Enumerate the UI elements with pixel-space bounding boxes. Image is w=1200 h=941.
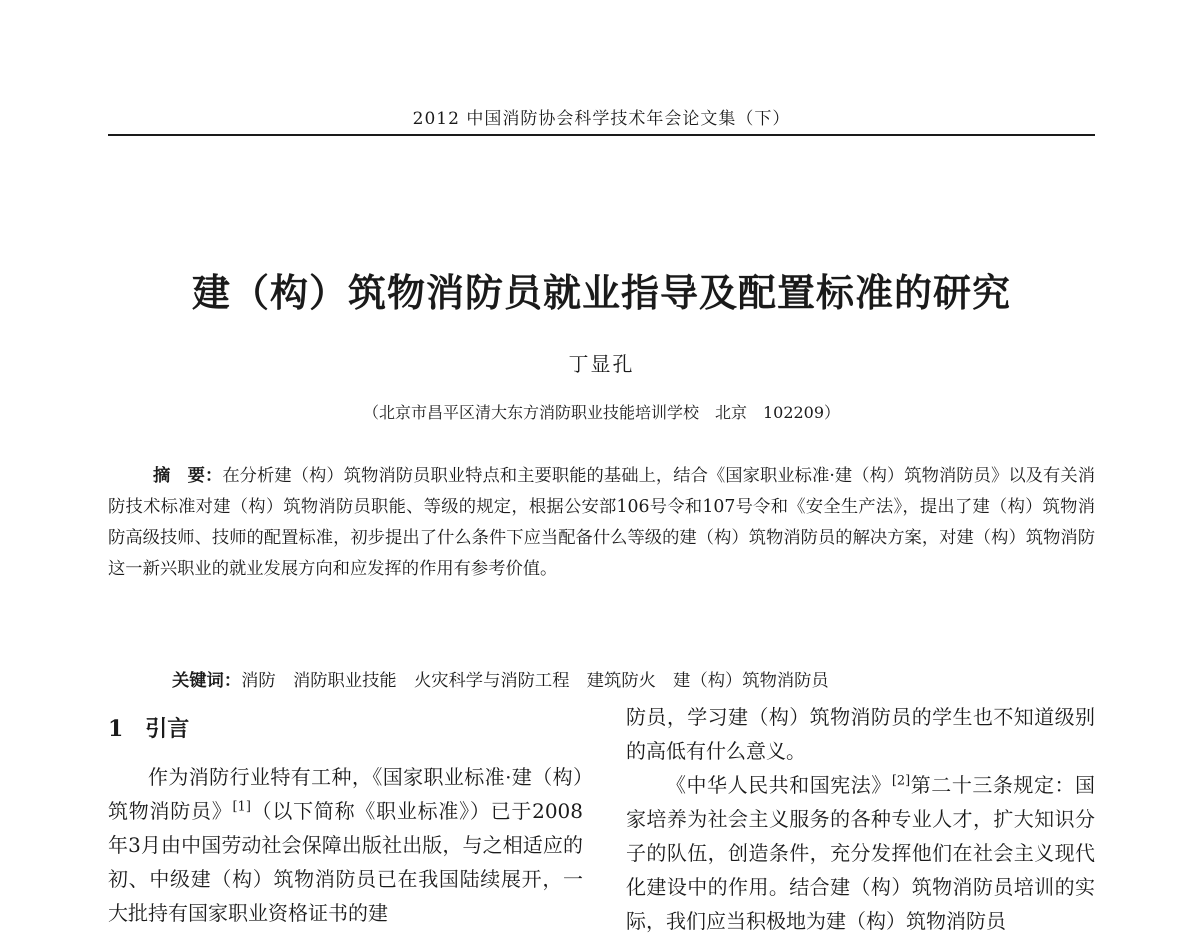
right-paragraph-1: 防员，学习建（构）筑物消防员的学生也不知道级别的高低有什么意义。	[626, 705, 1095, 763]
citation-1: [1]	[232, 799, 251, 815]
section-heading: 1 引言	[108, 716, 190, 742]
author-affiliation: （北京市昌平区清大东方消防职业技能培训学校 北京 102209）	[362, 403, 841, 422]
keywords-text: 消防 消防职业技能 火灾科学与消防工程 建筑防火 建（构）筑物消防员	[241, 671, 829, 691]
abstract-label: 摘 要：	[152, 466, 223, 486]
header-rule	[108, 134, 1095, 136]
left-column	[108, 712, 583, 930]
right-paragraph-2	[626, 768, 1095, 938]
constitution-text-b: 第二十三条规定：国家培养为社会主义服务的各种专业人才，扩大知识分子的队伍，创造条件，充分发挥他们在社会主义现代化建设中的作用。结合建（构）筑物消防员培训的实际，我们应当积极地为建（构）筑物消防员	[626, 773, 1096, 933]
keywords-label: 关键词：	[171, 671, 242, 691]
intro-text-b: （以下简称《职业标准》）已于2008年3月由中国劳动社会保障出版社出版，与之相适应的初、中级建（构）筑物消防员已在我国陆续展开，一大批持有国家职业资格证书的建	[108, 799, 583, 925]
running-header: 2012 中国消防协会科学技术年会论文集（下）	[412, 109, 791, 129]
abstract	[108, 461, 1095, 585]
constitution-text-a: 《中华人民共和国宪法》	[666, 773, 892, 797]
abstract-text: 在分析建（构）筑物消防员职业特点和主要职能的基础上，结合《国家职业标准·建（构）筑物消防员》以及有关消防技术标准对建（构）筑物消防员职能、等级的规定，根据公安部106号令和107号令和《安全生产法》，提出了建（构）筑物消防高级技师、技师的配置标准，初步提出了什么条件下应当配备什么等级的建（构）筑物消防员的解决方案，对建（构）筑物消防这一新兴职业的就业发展方向和应发挥的作用有参考价值。	[108, 466, 1095, 579]
paper-title: 建（构）筑物消防员就业指导及配置标准的研究	[191, 270, 1011, 315]
intro-text-a: 作为消防行业特有工种，《国家职业标准·建（构）筑物消防员》	[108, 765, 583, 823]
author-name: 丁显孔	[568, 352, 635, 376]
citation-2: [2]	[891, 773, 911, 789]
intro-paragraph	[108, 760, 583, 930]
right-column	[626, 700, 1095, 938]
